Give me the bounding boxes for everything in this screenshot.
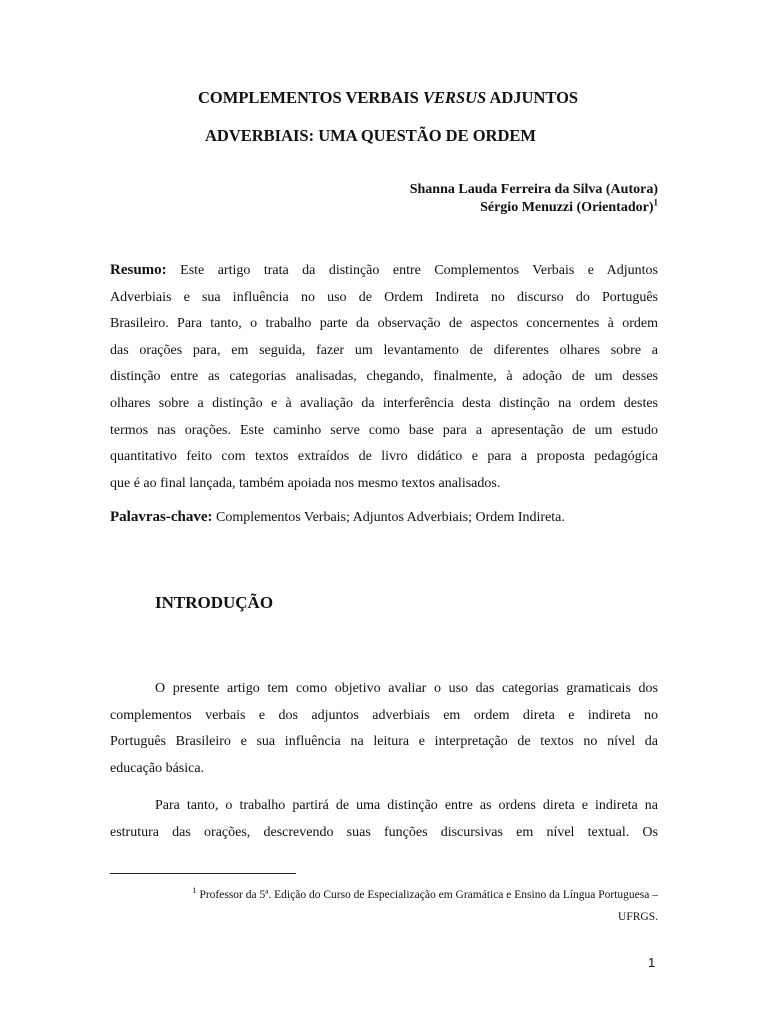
keywords-label: Palavras-chave: bbox=[110, 509, 213, 525]
advisor-line bbox=[410, 199, 658, 217]
paragraph-line: complementos verbais e dos adjuntos adverbiais em ordem direta e indireta no bbox=[110, 707, 658, 723]
abstract-line: distinção entre as categorias analisadas, chegando, finalmente, à adoção de um desses bbox=[110, 369, 658, 385]
footnote-separator bbox=[110, 873, 296, 874]
footnote-line-2: UFRGS. bbox=[618, 911, 658, 923]
title-italic-versus: VERSUS bbox=[422, 88, 487, 107]
abstract-line: Adverbiais e sua influência no uso de Ordem Indireta no discurso do Português bbox=[110, 289, 658, 305]
abstract-line: das orações para, em seguida, fazer um levantamento de diferentes olhares sobre a bbox=[110, 342, 658, 358]
intro-paragraph-1 bbox=[110, 676, 658, 782]
paragraph-line: Para tanto, o trabalho partirá de uma distinção entre as ordens direta e indireta na bbox=[155, 798, 658, 813]
abstract-line bbox=[110, 257, 658, 285]
keywords-text: Complementos Verbais; Adjuntos Adverbiais; Ordem Indireta. bbox=[212, 510, 565, 525]
abstract-line-text: Este artigo trata da distinção entre Complementos Verbais e Adjuntos bbox=[166, 263, 658, 278]
footnote bbox=[110, 884, 658, 928]
keywords bbox=[110, 509, 565, 526]
author-block bbox=[410, 181, 658, 217]
paragraph-line: Português Brasileiro e sua influência na leitura e interpretação de textos no nível da bbox=[110, 734, 658, 750]
paper-title-line-1 bbox=[198, 88, 578, 108]
abstract-line: quantitativo feito com textos extraídos de livro didático e para a proposta pedagógica bbox=[110, 449, 658, 465]
title-text-b: ADJUNTOS bbox=[486, 88, 579, 107]
paragraph-line: educação básica. bbox=[110, 760, 205, 776]
footnote-text: Professor da 5ª. Edição do Curso de Especialização em Gramática e Ensino da Língua Portuguesa – bbox=[199, 889, 658, 901]
footnote-line-1 bbox=[110, 884, 658, 906]
intro-paragraph-2 bbox=[110, 793, 658, 846]
section-heading-introduction: INTRODUÇÃO bbox=[155, 593, 274, 612]
paper-title-line-2: ADVERBIAIS: UMA QUESTÃO DE ORDEM bbox=[205, 126, 536, 145]
abstract-line: que é ao final lançada, também apoiada nos mesmo textos analisados. bbox=[110, 475, 501, 491]
title-text-a: COMPLEMENTOS VERBAIS bbox=[198, 88, 423, 107]
paragraph-line: O presente artigo tem como objetivo avaliar o uso das categorias gramaticais dos bbox=[155, 681, 658, 696]
footnote-mark: 1 bbox=[192, 885, 197, 896]
abstract-line: termos nas orações. Este caminho serve como base para a apresentação de um estudo bbox=[110, 422, 658, 438]
advisor-name: Sérgio Menuzzi (Orientador) bbox=[480, 200, 654, 215]
paragraph-line: estrutura das orações, descrevendo suas funções discursivas em nível textual. Os bbox=[110, 824, 658, 840]
abstract-label: Resumo: bbox=[110, 262, 167, 278]
page-number: 1 bbox=[648, 955, 656, 970]
abstract bbox=[110, 257, 658, 497]
advisor-footnote-mark: 1 bbox=[653, 197, 658, 208]
abstract-line: Brasileiro. Para tanto, o trabalho parte da observação de aspectos concernentes à ordem bbox=[110, 316, 658, 332]
abstract-line: olhares sobre a distinção e à avaliação da interferência desta distinção na ordem destes bbox=[110, 395, 658, 411]
author-name: Shanna Lauda Ferreira da Silva (Autora) bbox=[409, 182, 658, 197]
